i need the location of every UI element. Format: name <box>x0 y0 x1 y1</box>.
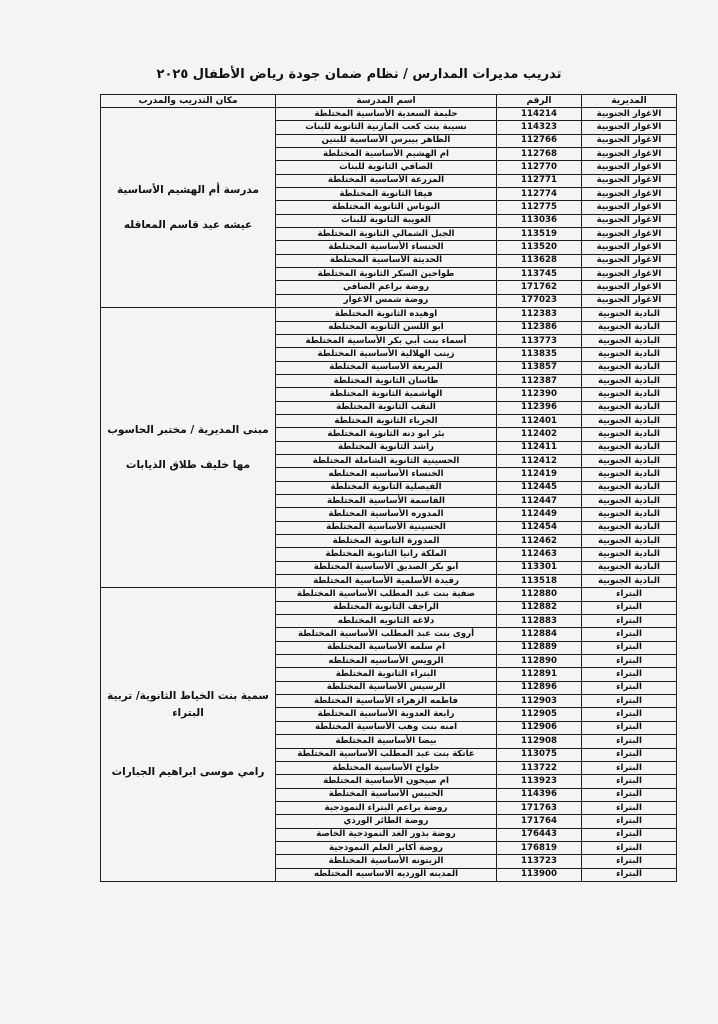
school-name-cell: المزرعة الأساسية المختلطة <box>276 174 497 187</box>
school-name-cell: الهاشمية الثانوية المختلطة <box>276 388 497 401</box>
school-name-cell: القاسمة الأساسية المختلطة <box>276 494 497 507</box>
table-header-row <box>101 95 677 108</box>
school-name-cell: روضة بذور الغد النموذجية الخاصة <box>276 828 497 841</box>
directorate-cell: البادية الجنوبية <box>582 441 677 454</box>
school-name-cell: امنه بنت وهب الأساسية المختلطة <box>276 721 497 734</box>
school-number-cell: 177023 <box>497 294 582 307</box>
trainer-name: مها خليف طلاق الذيابات <box>125 458 251 471</box>
school-name-cell: الظاهر بيبرس الأساسية للبنين <box>276 134 497 147</box>
directorate-cell: البادية الجنوبية <box>582 454 677 467</box>
school-name-cell: الفيصلية الثانوية المختلطة <box>276 481 497 494</box>
directorate-cell: البادية الجنوبية <box>582 348 677 361</box>
school-number-cell: 113520 <box>497 241 582 254</box>
school-number-cell: 112891 <box>497 668 582 681</box>
school-number-cell: 112402 <box>497 428 582 441</box>
schools-table <box>100 94 677 882</box>
directorate-cell: الاغوار الجنوبية <box>582 294 677 307</box>
school-name-cell: الرسيس الأساسية المختلطة <box>276 681 497 694</box>
directorate-cell: البادية الجنوبية <box>582 494 677 507</box>
training-place-cell <box>101 308 276 588</box>
header-school-name: اسم المدرسة <box>276 95 497 108</box>
school-number-cell: 112770 <box>497 161 582 174</box>
school-number-cell: 112412 <box>497 454 582 467</box>
directorate-cell: البتراء <box>582 815 677 828</box>
school-name-cell: الرويس الأساسيه المختلطه <box>276 655 497 668</box>
school-name-cell: الحديثة الأساسية المختلطة <box>276 254 497 267</box>
directorate-cell: الاغوار الجنوبية <box>582 228 677 241</box>
school-name-cell: الملكة رانيا الثانوية المختلطة <box>276 548 497 561</box>
directorate-cell: البتراء <box>582 855 677 868</box>
directorate-cell: البتراء <box>582 721 677 734</box>
directorate-cell: البادية الجنوبية <box>582 334 677 347</box>
school-name-cell: النقب الثانوية المختلطة <box>276 401 497 414</box>
school-number-cell: 114214 <box>497 108 582 121</box>
school-number-cell: 113519 <box>497 228 582 241</box>
school-name-cell: روضة شمس الاغوار <box>276 294 497 307</box>
directorate-cell: البتراء <box>582 681 677 694</box>
header-number: الرقم <box>497 95 582 108</box>
school-number-cell: 113301 <box>497 561 582 574</box>
directorate-cell: البادية الجنوبية <box>582 561 677 574</box>
training-place: مبنى المديرية / مختبر الحاسوب <box>107 423 269 436</box>
school-number-cell: 112882 <box>497 601 582 614</box>
trainer-name: رامي موسى ابراهيم الجبارات <box>111 766 265 779</box>
school-name-cell: البوتاس الثانوية المختلطة <box>276 201 497 214</box>
school-number-cell: 112390 <box>497 388 582 401</box>
directorate-cell: البادية الجنوبية <box>582 308 677 321</box>
school-number-cell: 112419 <box>497 468 582 481</box>
school-number-cell: 112411 <box>497 441 582 454</box>
school-name-cell: دلاغه الثانويه المختلطه <box>276 615 497 628</box>
directorate-cell: البادية الجنوبية <box>582 481 677 494</box>
school-name-cell: ام الهشيم الأساسية المختلطة <box>276 148 497 161</box>
school-name-cell: الزيتونه الأساسية المختلطة <box>276 855 497 868</box>
directorate-cell: البتراء <box>582 761 677 774</box>
school-name-cell: البتراء الثانوية المختلطة <box>276 668 497 681</box>
directorate-cell: البادية الجنوبية <box>582 321 677 334</box>
school-number-cell: 114323 <box>497 121 582 134</box>
school-number-cell: 112387 <box>497 374 582 387</box>
header-place-trainer: مكان التدريب والمدرب <box>101 95 276 108</box>
directorate-cell: البادية الجنوبية <box>582 361 677 374</box>
school-number-cell: 112905 <box>497 708 582 721</box>
school-name-cell: طواحين السكر الثانوية المختلطة <box>276 268 497 281</box>
training-place-cell <box>101 108 276 308</box>
school-number-cell: 171763 <box>497 801 582 814</box>
school-name-cell: الخنساء الأساسيه المختلطه <box>276 468 497 481</box>
page-title: تدريب مديرات المدارس / نظام ضمان جودة رياض الأطفال ٢٠٢٥ <box>156 67 562 82</box>
school-name-cell: أسماء بنت أبي بكر الأساسية المختلطة <box>276 334 497 347</box>
school-name-cell: بيضا الأساسية المختلطة <box>276 735 497 748</box>
school-number-cell: 113923 <box>497 775 582 788</box>
directorate-cell: البتراء <box>582 788 677 801</box>
school-name-cell: ابو اللسن الثانويه المختلطه <box>276 321 497 334</box>
school-number-cell: 171762 <box>497 281 582 294</box>
directorate-cell: البتراء <box>582 641 677 654</box>
school-name-cell: أروى بنت عبد المطلب الأساسية المختلطة <box>276 628 497 641</box>
directorate-cell: البادية الجنوبية <box>582 508 677 521</box>
directorate-cell: الاغوار الجنوبية <box>582 108 677 121</box>
school-number-cell: 113745 <box>497 268 582 281</box>
directorate-cell: البتراء <box>582 615 677 628</box>
school-number-cell: 113518 <box>497 575 582 588</box>
school-name-cell: حليمة السعدية الأساسية المختلطة <box>276 108 497 121</box>
school-name-cell: الصافي الثانوية للبنات <box>276 161 497 174</box>
directorate-cell: الاغوار الجنوبية <box>582 161 677 174</box>
directorate-cell: البتراء <box>582 841 677 854</box>
directorate-cell: البتراء <box>582 775 677 788</box>
school-number-cell: 112396 <box>497 401 582 414</box>
school-number-cell: 176443 <box>497 828 582 841</box>
school-number-cell: 113723 <box>497 855 582 868</box>
school-number-cell: 113857 <box>497 361 582 374</box>
training-place: سمية بنت الخياط الثانوية/ تربية البتراء <box>107 690 269 720</box>
school-name-cell: المريغة الأساسية المختلطة <box>276 361 497 374</box>
school-number-cell: 112889 <box>497 641 582 654</box>
directorate-cell: الاغوار الجنوبية <box>582 174 677 187</box>
school-number-cell: 112463 <box>497 548 582 561</box>
directorate-cell: البتراء <box>582 801 677 814</box>
directorate-cell: الاغوار الجنوبية <box>582 121 677 134</box>
trainer-name: عيشه عيد قاسم المعاقله <box>123 218 253 231</box>
school-number-cell: 112880 <box>497 588 582 601</box>
directorate-cell: الاغوار الجنوبية <box>582 188 677 201</box>
school-name-cell: الحسينية الأساسية المختلطة <box>276 521 497 534</box>
directorate-cell: البتراء <box>582 695 677 708</box>
school-name-cell: روضة الطائر الوردي <box>276 815 497 828</box>
school-number-cell: 176819 <box>497 841 582 854</box>
directorate-cell: الاغوار الجنوبية <box>582 281 677 294</box>
school-number-cell: 112454 <box>497 521 582 534</box>
directorate-cell: البتراء <box>582 735 677 748</box>
directorate-cell: الاغوار الجنوبية <box>582 134 677 147</box>
school-number-cell: 113075 <box>497 748 582 761</box>
directorate-cell: البادية الجنوبية <box>582 428 677 441</box>
school-number-cell: 112447 <box>497 494 582 507</box>
school-name-cell: زينب الهلالية الأساسية المختلطة <box>276 348 497 361</box>
directorate-cell: البتراء <box>582 708 677 721</box>
school-number-cell: 112883 <box>497 615 582 628</box>
school-number-cell: 112449 <box>497 508 582 521</box>
directorate-cell: البادية الجنوبية <box>582 374 677 387</box>
school-name-cell: ام سلمه الأساسية المختلطة <box>276 641 497 654</box>
school-number-cell: 112908 <box>497 735 582 748</box>
school-number-cell: 112445 <box>497 481 582 494</box>
school-name-cell: أبو بكر الصديق الأساسية المختلطة <box>276 561 497 574</box>
school-name-cell: الخنساء الأساسية المختلطة <box>276 241 497 254</box>
school-number-cell: 171764 <box>497 815 582 828</box>
directorate-cell: البادية الجنوبية <box>582 535 677 548</box>
directorate-cell: البتراء <box>582 628 677 641</box>
directorate-cell: البتراء <box>582 588 677 601</box>
school-number-cell: 112884 <box>497 628 582 641</box>
school-name-cell: المدوره الأساسية المختلطة <box>276 508 497 521</box>
school-name-cell: المدينه الورديه الاساسيه المختلطه <box>276 868 497 881</box>
school-number-cell: 112462 <box>497 535 582 548</box>
directorate-cell: البادية الجنوبية <box>582 401 677 414</box>
school-name-cell: جلواخ الأساسية المختلطة <box>276 761 497 774</box>
school-name-cell: ام صيحون الأساسية المختلطة <box>276 775 497 788</box>
directorate-cell: البادية الجنوبية <box>582 548 677 561</box>
directorate-cell: البادية الجنوبية <box>582 575 677 588</box>
school-number-cell: 112906 <box>497 721 582 734</box>
directorate-cell: البتراء <box>582 748 677 761</box>
directorate-cell: البادية الجنوبية <box>582 521 677 534</box>
directorate-cell: البادية الجنوبية <box>582 414 677 427</box>
school-name-cell: فاطمه الزهراء الأساسية المختلطة <box>276 695 497 708</box>
school-name-cell: الغويبة الثانوية للبنات <box>276 214 497 227</box>
table-row <box>101 108 677 121</box>
school-number-cell: 113773 <box>497 334 582 347</box>
school-number-cell: 112775 <box>497 201 582 214</box>
training-place: مدرسة أم الهشيم الأساسية <box>117 183 259 196</box>
table-row <box>101 588 677 601</box>
header-directorate: المديرية <box>582 95 677 108</box>
directorate-cell: الاغوار الجنوبية <box>582 214 677 227</box>
directorate-cell: الاغوار الجنوبية <box>582 148 677 161</box>
table-row <box>101 308 677 321</box>
directorate-cell: الاغوار الجنوبية <box>582 268 677 281</box>
directorate-cell: الاغوار الجنوبية <box>582 201 677 214</box>
school-number-cell: 114396 <box>497 788 582 801</box>
directorate-cell: البتراء <box>582 668 677 681</box>
school-name-cell: رابعة العدوية الأساسية المختلطة <box>276 708 497 721</box>
school-name-cell: نسيبة بنت كعب المازنية الثانوية للبنات <box>276 121 497 134</box>
school-name-cell: فيفا الثانوية المختلطة <box>276 188 497 201</box>
school-number-cell: 113835 <box>497 348 582 361</box>
school-number-cell: 112386 <box>497 321 582 334</box>
school-number-cell: 112903 <box>497 695 582 708</box>
school-number-cell: 112383 <box>497 308 582 321</box>
school-number-cell: 113628 <box>497 254 582 267</box>
school-name-cell: اوهيده الثانوية المختلطة <box>276 308 497 321</box>
school-number-cell: 112401 <box>497 414 582 427</box>
school-name-cell: الحبيس الأساسية المختلطة <box>276 788 497 801</box>
school-number-cell: 113900 <box>497 868 582 881</box>
directorate-cell: البادية الجنوبية <box>582 388 677 401</box>
school-name-cell: طاسان الثانوية المختلطة <box>276 374 497 387</box>
directorate-cell: البتراء <box>582 868 677 881</box>
school-number-cell: 112768 <box>497 148 582 161</box>
school-number-cell: 112766 <box>497 134 582 147</box>
school-name-cell: راشد الثانوية المختلطة <box>276 441 497 454</box>
school-name-cell: صفية بنت عبد المطلب الأساسية المختلطة <box>276 588 497 601</box>
school-name-cell: روضة أكابر العلم النموذجية <box>276 841 497 854</box>
training-place-cell <box>101 588 276 882</box>
directorate-cell: البتراء <box>582 828 677 841</box>
school-name-cell: روضة براعم الصافي <box>276 281 497 294</box>
directorate-cell: البتراء <box>582 655 677 668</box>
school-number-cell: 113036 <box>497 214 582 227</box>
school-name-cell: المدورة الثانوية المختلطة <box>276 535 497 548</box>
school-number-cell: 112896 <box>497 681 582 694</box>
school-name-cell: بئر ابو دنه الثانوية المختلطة <box>276 428 497 441</box>
school-name-cell: الحسينية الثانوية الشاملة المختلطة <box>276 454 497 467</box>
school-number-cell: 112890 <box>497 655 582 668</box>
school-name-cell: عاتكة بنت عبد المطلب الأساسية المختلطة <box>276 748 497 761</box>
school-name-cell: روضة براعم البتراء النموذجية <box>276 801 497 814</box>
school-name-cell: الجرباء الثانوية المختلطة <box>276 414 497 427</box>
directorate-cell: البتراء <box>582 601 677 614</box>
directorate-cell: الاغوار الجنوبية <box>582 241 677 254</box>
school-name-cell: الراجف الثانوية المختلطة <box>276 601 497 614</box>
school-number-cell: 113722 <box>497 761 582 774</box>
table-body <box>101 108 677 882</box>
school-number-cell: 112771 <box>497 174 582 187</box>
directorate-cell: البادية الجنوبية <box>582 468 677 481</box>
directorate-cell: الاغوار الجنوبية <box>582 254 677 267</box>
school-name-cell: الجبل الشمالي الثانوية المختلطة <box>276 228 497 241</box>
school-number-cell: 112774 <box>497 188 582 201</box>
school-name-cell: رفيدة الأسلمية الأساسية المختلطة <box>276 575 497 588</box>
